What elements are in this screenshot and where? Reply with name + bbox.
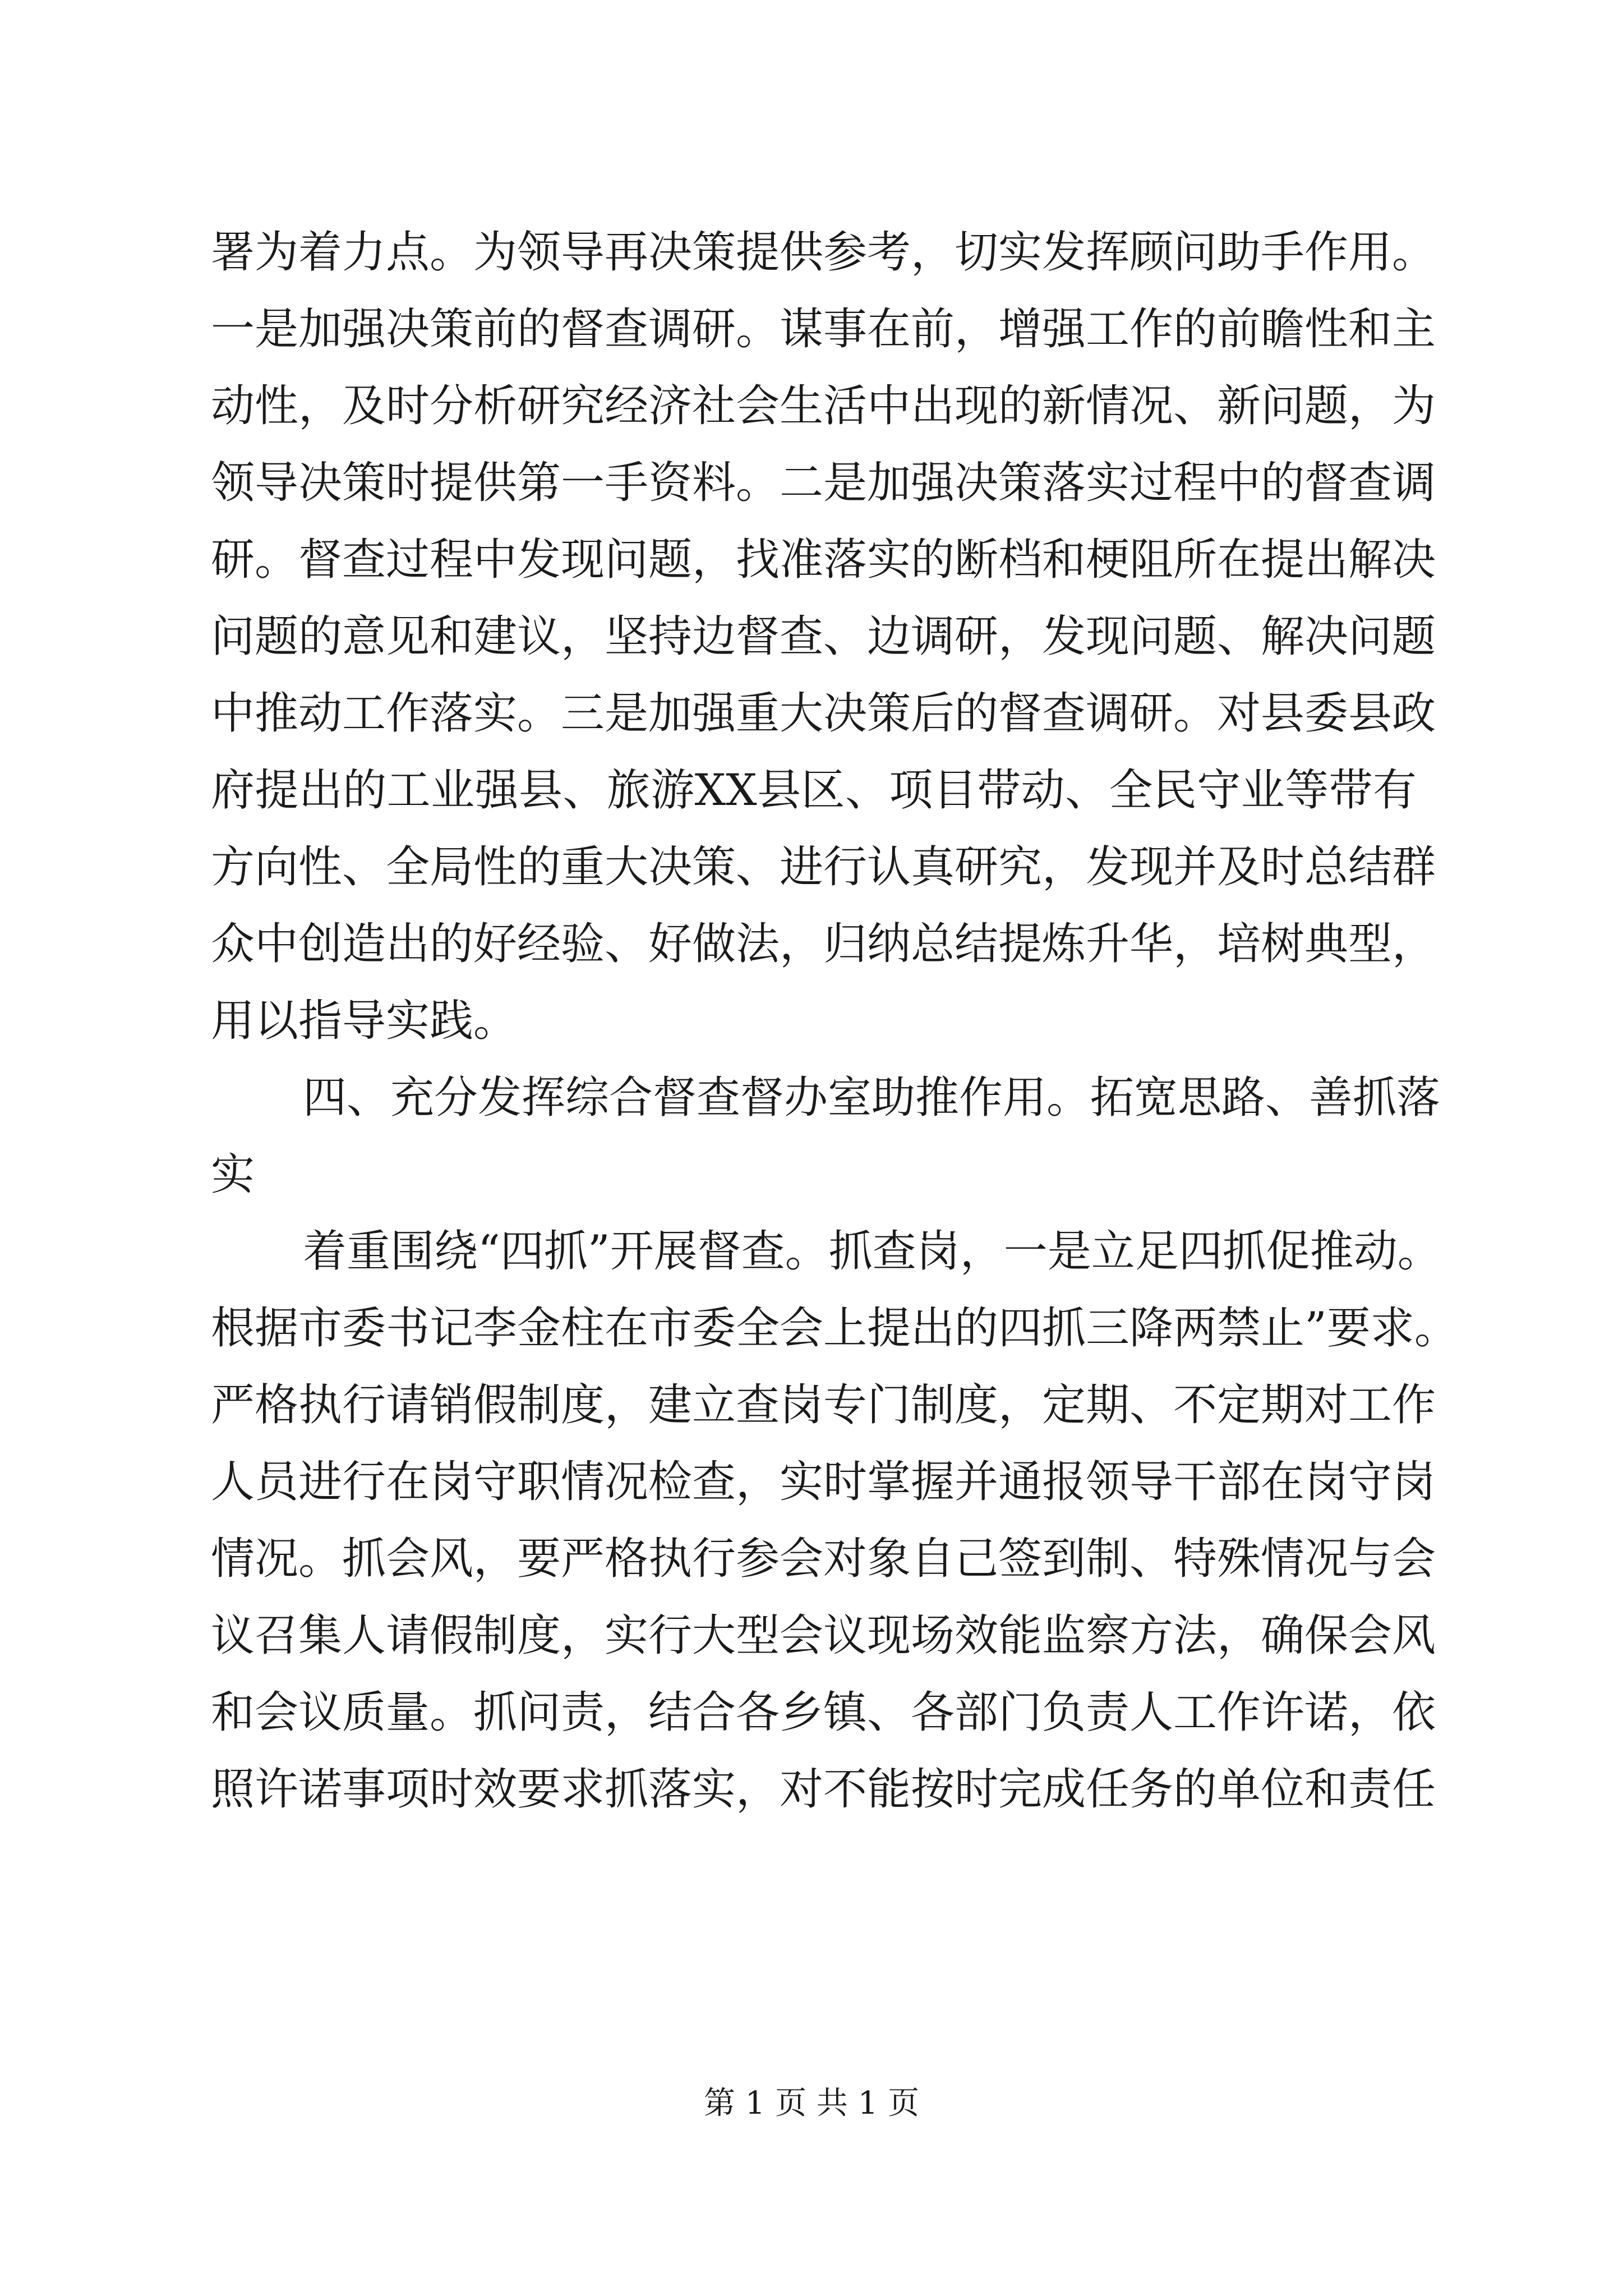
section-heading-line: 四、充分发挥综合督查督办室助推作用。拓宽思路、善抓落 <box>303 1073 1441 1123</box>
paragraph-line: 议召集人请假制度，实行大型会议现场效能监察方法，确保会风 <box>211 1611 1436 1661</box>
paragraph-line: 情况。抓会风，要严格执行参会对象自己签到制、特殊情况与会 <box>211 1534 1436 1584</box>
paragraph-line: 用以指导实践。 <box>211 996 518 1046</box>
paragraph-line: 方向性、全局性的重大决策、进行认真研究，发现并及时总结群 <box>211 842 1436 892</box>
paragraph-line: 研。督查过程中发现问题，找准落实的断档和梗阻所在提出解决 <box>211 535 1436 585</box>
paragraph-line: 人员进行在岗守职情况检查，实时掌握并通报领导干部在岗守岗 <box>211 1457 1436 1507</box>
paragraph-line: 根据市委书记李金柱在市委全会上提出的四抓三降两禁止”要求。 <box>211 1303 1458 1354</box>
paragraph-line: 一是加强决策前的督查调研。谋事在前，增强工作的前瞻性和主 <box>211 304 1436 355</box>
paragraph-line: 问题的意见和建议，坚持边督查、边调研，发现问题、解决问题 <box>211 611 1436 662</box>
paragraph-line: 众中创造出的好经验、好做法，归纳总结提炼升华，培树典型， <box>211 919 1436 969</box>
paragraph-line: 领导决策时提供第一手资料。二是加强决策落实过程中的督查调 <box>211 458 1436 508</box>
paragraph-line: 严格执行请销假制度，建立查岗专门制度，定期、不定期对工作 <box>211 1380 1436 1430</box>
paragraph-line: 照许诺事项时效要求抓落实，对不能按时完成任务的单位和责任 <box>211 1764 1436 1815</box>
paragraph-line: 着重围绕“四抓”开展督查。抓查岗，一是立足四抓促推动。 <box>303 1226 1441 1277</box>
paragraph-line: 署为着力点。为领导再决策提供参考，切实发挥顾问助手作用。 <box>211 227 1436 278</box>
paragraph-line: 府提出的工业强县、旅游XX县区、项目带动、全民守业等带有 <box>211 765 1417 816</box>
page-footer: 第 1 页 共 1 页 <box>703 2085 920 2122</box>
section-heading-line: 实 <box>211 1149 255 1200</box>
paragraph-line: 中推动工作落实。三是加强重大决策后的督查调研。对县委县政 <box>211 688 1436 739</box>
paragraph-line: 和会议质量。抓问责，结合各乡镇、各部门负责人工作许诺，依 <box>211 1687 1436 1738</box>
paragraph-line: 动性，及时分析研究经济社会生活中出现的新情况、新问题，为 <box>211 381 1436 431</box>
